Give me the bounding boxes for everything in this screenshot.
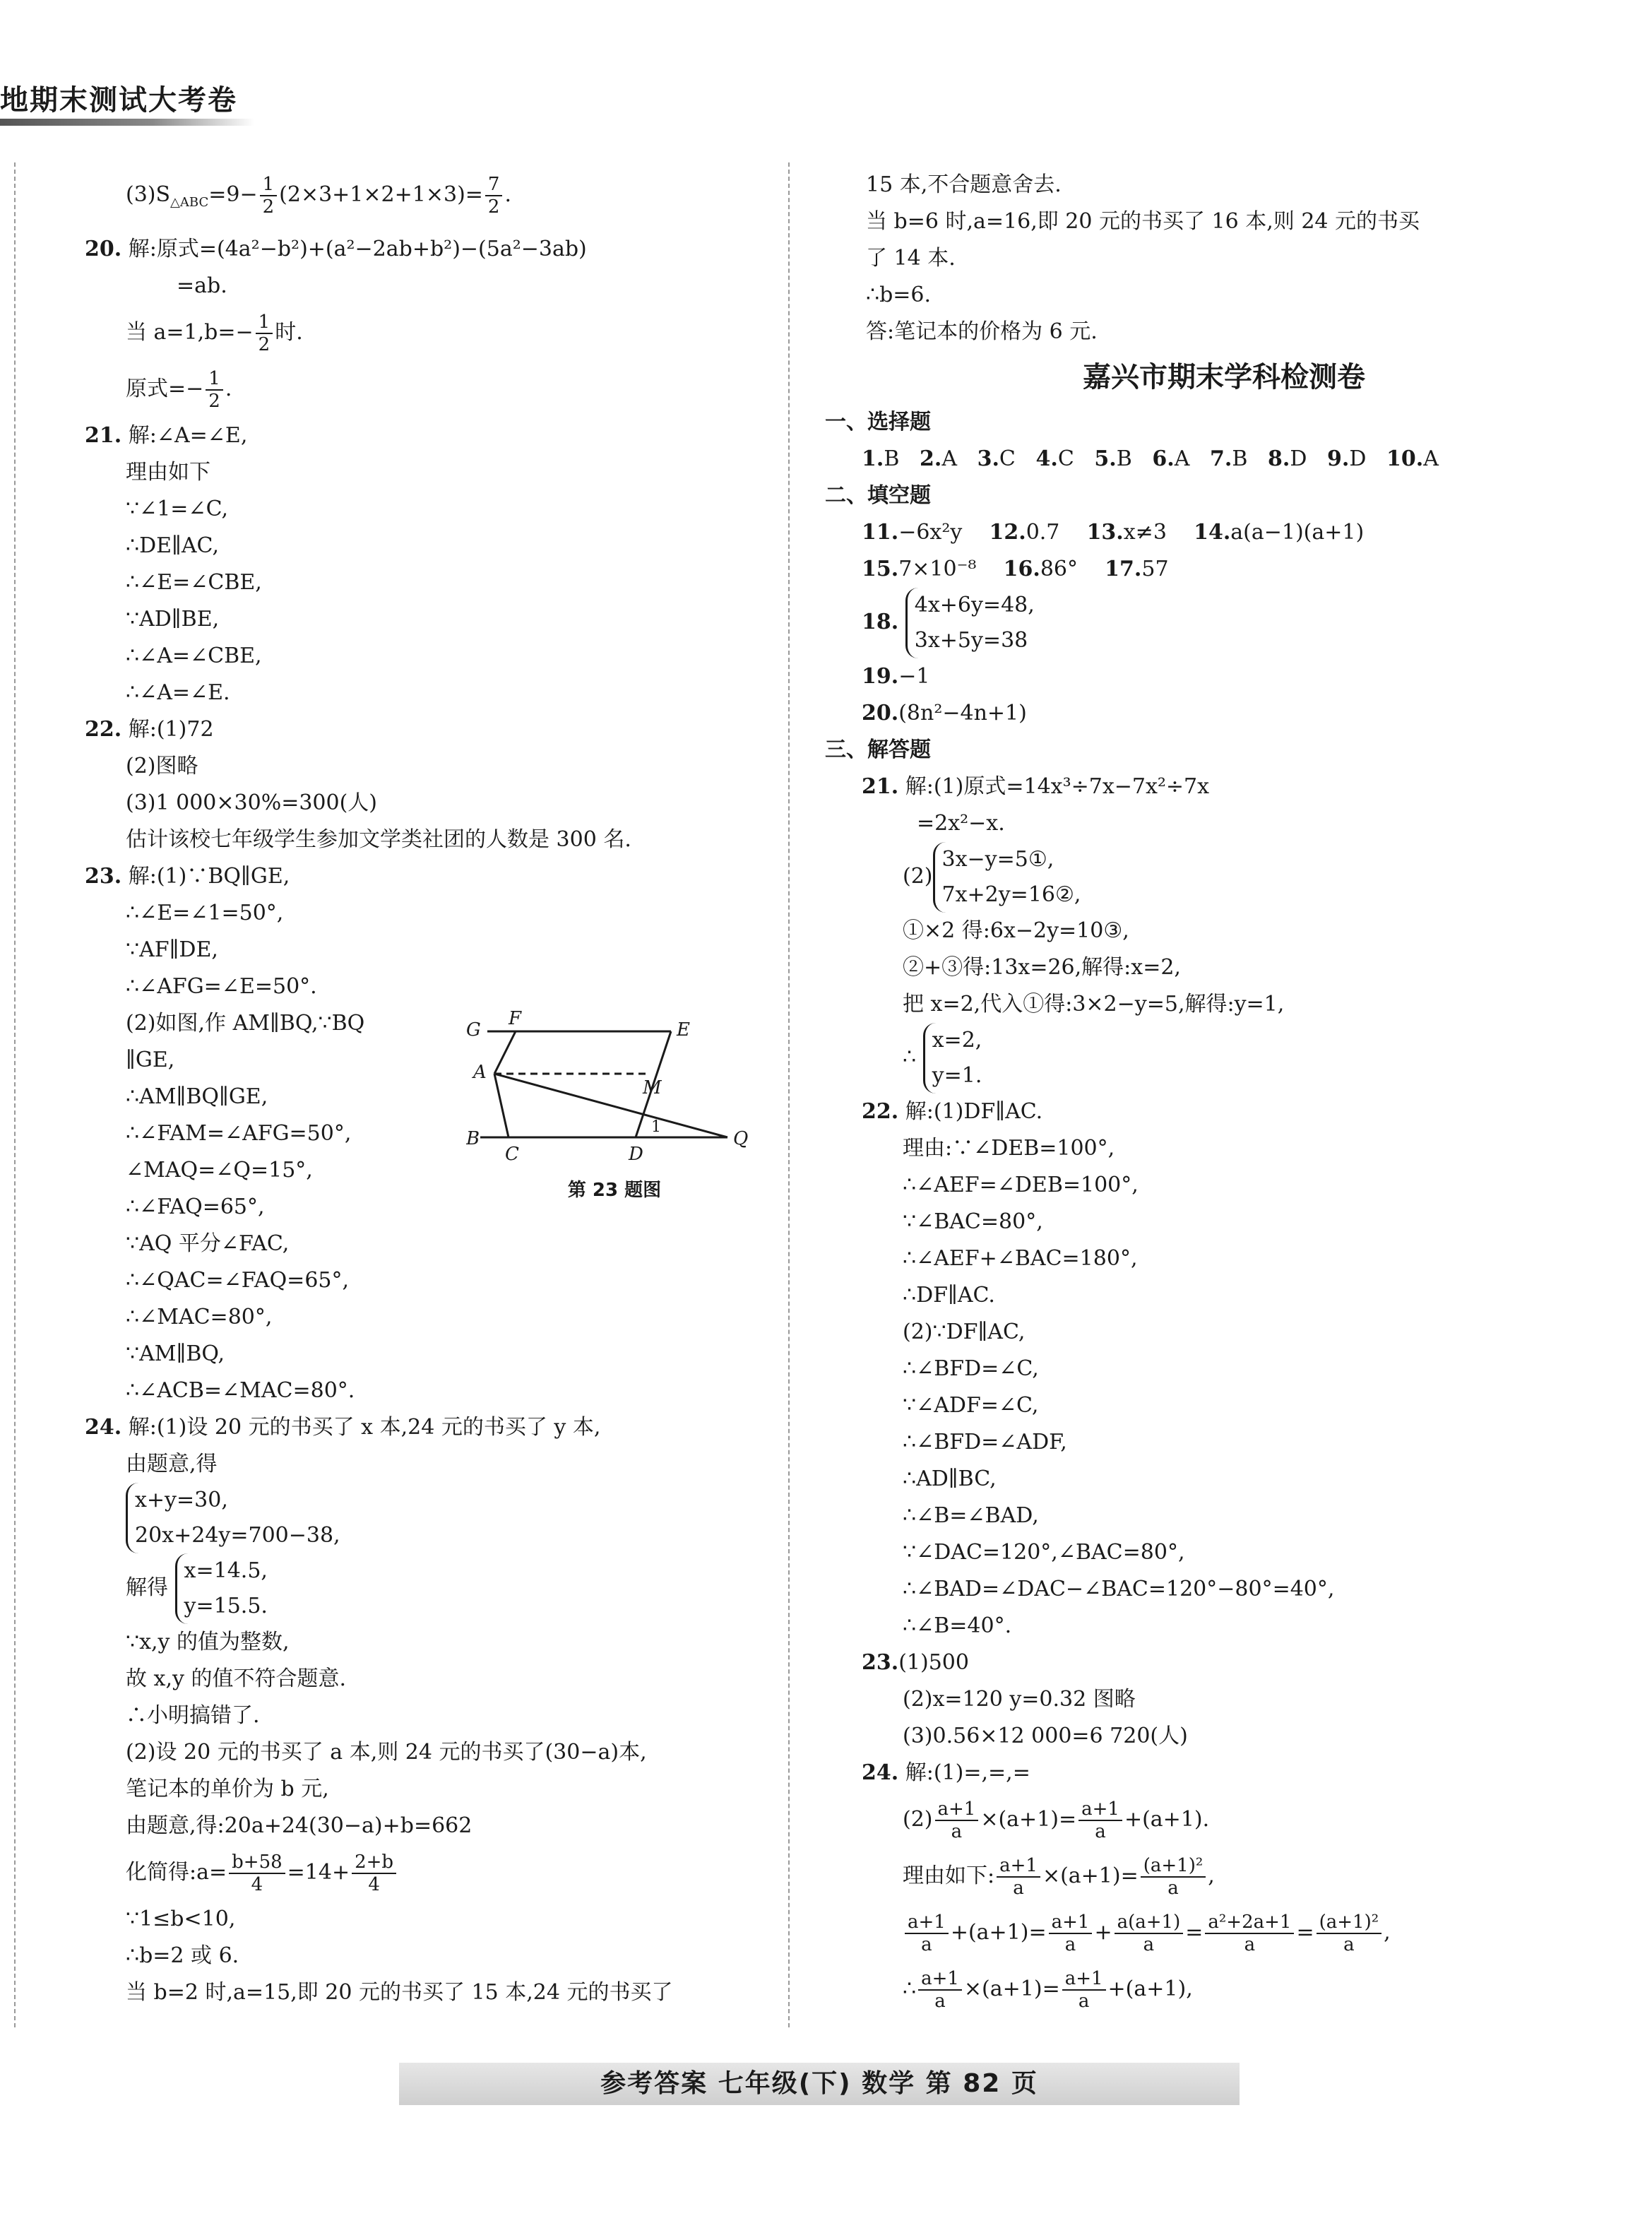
q23-line: ∴∠ACB=∠MAC=80°. — [126, 1378, 355, 1403]
q24-cont-line: 15 本,不合题意舍去. — [866, 172, 1062, 197]
q24-line: 24. 解:(1)设 20 元的书买了 x 本,24 元的书买了 y 本, — [85, 1415, 601, 1440]
binding-line-center — [788, 162, 794, 2027]
q20-line4: 原式=− $\frac{1}{2}$ . — [126, 368, 232, 412]
q24-line: ∴ $\frac{a+1}{a}$ ×(a+1)= $\frac{a+1}{a}$ +(a+1), — [903, 1968, 1193, 2012]
q21-line: ∴∠A=∠E. — [126, 680, 230, 705]
q21-system: (2) 3x−y=5①, 7x+2y=16②, — [825, 842, 1623, 913]
q23-line: 23.(1)500 — [862, 1650, 969, 1675]
q24-line: $\frac{a+1}{a}$ +(a+1)= $\frac{a+1}{a}$ + $\frac{a(a+1)}{a}$ = $\frac{\text{a²+2a+1}}{a}$ = $\frac{\text{(a+1)²}}{a}$ , — [825, 1904, 1623, 1961]
q21-line: ②+③得:13x=26,解得:x=2, — [903, 955, 1181, 980]
q21-line: 21. 解:(1)原式=14x³÷7x−7x²÷7x — [862, 774, 1210, 799]
q23-figure — [466, 1003, 763, 1201]
q21-result: ∴ x=2, y=1. — [825, 1023, 1623, 1094]
q22-line: (2)图略 — [126, 754, 198, 778]
q22-line: (3)1 000×30%=300(人) — [126, 790, 378, 815]
q22-line: ∴∠BAD=∠DAC−∠BAC=120°−80°=40°, — [903, 1577, 1335, 1601]
q24-line: (2)设 20 元的书买了 a 本,则 24 元的书买了(30−a)本, — [126, 1740, 647, 1765]
fraction: $\frac{1}{2}$ — [260, 174, 278, 218]
label-G: G — [466, 1019, 481, 1041]
q24-line: ∵x,y 的值为整数, — [126, 1630, 290, 1654]
q21-line: =2x²−x. — [917, 811, 1005, 836]
q23-line: ∴AM∥BQ∥GE, — [126, 1084, 268, 1109]
q24-system2: 解得 x=14.5, y=15.5. — [85, 1553, 763, 1624]
q21-line: ∴∠A=∠CBE, — [126, 644, 262, 668]
q21-line: ①×2 得:6x−2y=10③, — [903, 918, 1129, 943]
q24-cont-line: 了 14 本. — [866, 246, 956, 271]
q23-line: ∴∠MAC=80°, — [126, 1305, 273, 1329]
q20-line2: =ab. — [177, 273, 227, 298]
q23-line: (3)0.56×12 000=6 720(人) — [903, 1724, 1188, 1748]
q22-line: ∵∠BAC=80°, — [903, 1209, 1043, 1234]
q24-line: 笔记本的单价为 b 元, — [126, 1777, 329, 1801]
geometry-diagram — [466, 1003, 763, 1173]
q24-line: 由题意,得 — [126, 1452, 218, 1476]
q23-line: (2)如图,作 AM∥BQ,∵BQ — [126, 1011, 365, 1036]
q23-line: (2)x=120 y=0.32 图略 — [903, 1687, 1136, 1712]
q22-line: 理由:∵∠DEB=100°, — [903, 1136, 1115, 1161]
q24-cont-line: ∴b=6. — [866, 283, 932, 307]
q22-line: ∴∠BFD=∠C, — [903, 1356, 1039, 1381]
q22-line: 估计该校七年级学生参加文学类社团的人数是 300 名. — [126, 827, 631, 852]
q23-line: ∴∠E=∠1=50°, — [126, 901, 284, 925]
q22-line: (2)∵DF∥AC, — [903, 1320, 1026, 1344]
fill-answers-row2: 15.7×10⁻⁸ 16.86° 17.57 — [862, 557, 1169, 581]
q20-line1: 20. 解:原式=(4a²−b²)+(a²−2ab+b²)−(5a²−3ab) — [85, 237, 587, 261]
q22-line: ∴∠B=40°. — [903, 1613, 1012, 1638]
q24-line: 化简得:a= $\frac{b+58}{4}$ =14+ $\frac{2+b}{4}$ — [85, 1844, 763, 1901]
q22-line: ∵∠DAC=120°,∠BAC=80°, — [903, 1540, 1185, 1565]
q21-line: ∵∠1=∠C, — [126, 497, 229, 521]
q24-line: 24. 解:(1)=,=,= — [862, 1760, 1030, 1785]
q21-line: 把 x=2,代入①得:3×2−y=5,解得:y=1, — [903, 992, 1285, 1017]
section-heading: 一、选择题 — [825, 410, 931, 434]
q23-line: 23. 解:(1)∵BQ∥GE, — [85, 864, 290, 889]
q24-line: ∴b=2 或 6. — [126, 1943, 239, 1968]
page-header: 地期末测试大考卷 — [0, 84, 237, 117]
label-A: A — [473, 1062, 487, 1083]
q22-line: ∵∠ADF=∠C, — [903, 1393, 1039, 1418]
label-E: E — [677, 1019, 690, 1041]
right-column — [825, 167, 1623, 2017]
section-heading: 二、填空题 — [825, 483, 931, 508]
q18-answer: 18. 4x+6y=48, 3x+5y=38 — [825, 588, 1623, 658]
q19-answer: 19.−1 — [862, 664, 930, 689]
q20-answer: 20.(8n²−4n+1) — [862, 701, 1027, 725]
section-heading: 三、解答题 — [825, 737, 931, 762]
q23-line: ∵AM∥BQ, — [126, 1341, 225, 1366]
q21-line: ∴∠E=∠CBE, — [126, 570, 262, 595]
q23-line: ∴∠FAQ=65°, — [126, 1195, 265, 1219]
q22-line: 22. 解:(1)DF∥AC. — [862, 1099, 1043, 1124]
q22-line: ∴∠AEF+∠BAC=180°, — [903, 1246, 1138, 1271]
label-Q: Q — [733, 1128, 749, 1149]
q22-line: ∴∠B=∠BAD, — [903, 1503, 1039, 1528]
q19-part3: $(3)S_{\triangle ABC}=9-$ $\frac{1}{2}$ (2×3+1×2+1×3)= $\frac{7}{2}$ . — [126, 174, 511, 218]
label-C: C — [505, 1144, 519, 1165]
line-FA — [494, 1031, 516, 1074]
binding-line-left — [14, 162, 20, 2027]
q22-line: ∴∠BFD=∠ADF, — [903, 1430, 1067, 1454]
q24-line: ∵1≤b<10, — [126, 1907, 236, 1931]
q23-line: ∠MAQ=∠Q=15°, — [126, 1158, 313, 1183]
q24-line: 理由如下: $\frac{a+1}{a}$ ×(a+1)= $\frac{\text{(a+1)²}}{a}$ , — [903, 1855, 1215, 1899]
q24-system1: x+y=30, 20x+24y=700−38, — [85, 1483, 763, 1553]
exam-title: 嘉兴市期末学科检测卷 — [1083, 361, 1365, 393]
label-D: D — [629, 1144, 643, 1165]
q23-line: ∴∠QAC=∠FAQ=65°, — [126, 1268, 350, 1293]
q24-line: (2) $\frac{a+1}{a}$ ×(a+1)= $\frac{a+1}{a}$ +(a+1). — [903, 1799, 1210, 1842]
header-rule — [0, 119, 254, 126]
q23-line: ∴∠AFG=∠E=50°. — [126, 974, 317, 999]
label-F: F — [509, 1008, 522, 1029]
q24-line: 当 b=2 时,a=15,即 20 元的书买了 15 本,24 元的书买了 — [126, 1980, 673, 2005]
q23-line: ∵AF∥DE, — [126, 937, 218, 962]
q24-line: 故 x,y 的值不符合题意. — [126, 1666, 347, 1691]
label-1: 1 — [651, 1118, 661, 1136]
q21-line: ∴DE∥AC, — [126, 533, 219, 558]
q21-line: ∵AD∥BE, — [126, 607, 220, 632]
q24-line: ∴小明搞错了. — [126, 1703, 260, 1728]
q24-cont-line: 答:笔记本的价格为 6 元. — [866, 319, 1098, 344]
label-M: M — [643, 1077, 662, 1098]
line-AQ — [494, 1074, 727, 1137]
q24-line: 由题意,得:20a+24(30−a)+b=662 — [126, 1813, 473, 1838]
fill-answers-row1: 11.−6x²y 12.0.7 13.x≠3 14.a(a−1)(a+1) — [862, 520, 1365, 545]
q23-line: ∵AQ 平分∠FAC, — [126, 1231, 290, 1256]
page-footer: 参考答案 七年级(下) 数学 第 82 页 — [399, 2063, 1240, 2105]
q21-line: 理由如下 — [126, 460, 210, 485]
fraction: $\frac{7}{2}$ — [485, 174, 503, 218]
q22-line: ∴∠AEF=∠DEB=100°, — [903, 1173, 1139, 1197]
q20-line3: 当 a=1,b=− $\frac{1}{2}$ 时. — [126, 312, 303, 355]
q22-line: ∴DF∥AC. — [903, 1283, 995, 1308]
figure-caption: 第 23 题图 — [567, 1180, 662, 1201]
q21-line: 21. 解:∠A=∠E, — [85, 423, 248, 448]
q24-cont-line: 当 b=6 时,a=16,即 20 元的书买了 16 本,则 24 元的书买 — [866, 209, 1420, 234]
q23-line: ∴∠FAM=∠AFG=50°, — [126, 1121, 352, 1146]
label-B: B — [466, 1128, 480, 1149]
choice-answers: 1.B 2.A 3.C 4.C 5.B 6.A 7.B 8.D 9.D 10.A — [862, 446, 1439, 471]
q22-line: 22. 解:(1)72 — [85, 717, 214, 742]
q22-line: ∴AD∥BC, — [903, 1467, 997, 1491]
q23-line: ∥GE, — [126, 1048, 175, 1072]
line-AC — [494, 1074, 509, 1137]
